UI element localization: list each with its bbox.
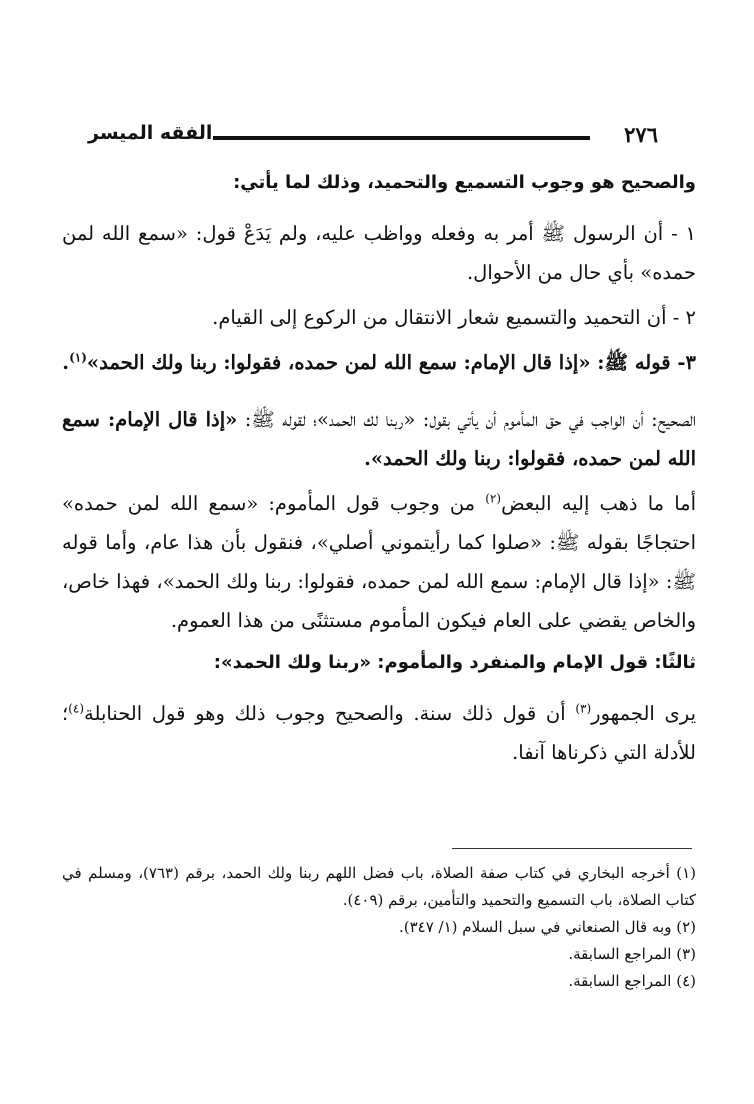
paragraph-text: أما ما ذهب إليه البعض — [501, 492, 696, 515]
page-header — [88, 118, 658, 158]
footnote-ref: (٣) — [575, 701, 592, 716]
paragraph — [62, 694, 696, 772]
page-number: ٢٧٦ — [624, 122, 658, 147]
section-heading: ثالثًا: قول الإمام والمنفرد والمأموم: «ربنا ولك الحمد»: — [213, 652, 696, 673]
paragraph — [62, 484, 696, 640]
footnote-ref: (٤) — [68, 701, 85, 716]
paragraph-text: ؛ للأدلة التي ذكرناها آنفا. — [62, 702, 696, 764]
paragraph — [62, 400, 696, 478]
paragraph-text: يرى الجمهور — [591, 702, 696, 725]
book-title: الفقه الميسر — [88, 122, 213, 144]
list-item: ١ - أن الرسول ﷺ أمر به وفعله وواظب عليه، ولم يَدَعْ قول: «سمع الله لمن حمده» بأي حال من الأحوال. — [62, 222, 696, 284]
footnote: (٣) المراجع السابقة. — [568, 945, 696, 963]
footnote: (٢) وبه قال الصنعاني في سبل السلام (١/ ٣٤٧). — [398, 918, 696, 936]
footnote-ref: (٢) — [485, 491, 502, 506]
header-rule — [213, 136, 590, 140]
paragraph-text: الصحيح: أن الواجب في حق المأموم أن يأتي بقول: «ربنا لك الحمد»؛ لقوله ﷺ: — [237, 408, 696, 431]
list-item: ٢ - أن التحميد والتسميع شعار الانتقال من الركوع إلى القيام. — [212, 306, 696, 329]
list-item: ٣- قوله ﷺ: «إذا قال الإمام: سمع الله لمن حمده، فقولوا: ربنا ولك الحمد»$^{(١)}$. — [62, 350, 696, 374]
footnote: (٤) المراجع السابقة. — [568, 972, 696, 990]
hadith-quote: ٣- قوله ﷺ: «إذا قال الإمام: سمع الله لمن حمده، فقولوا: ربنا ولك الحمد» — [86, 351, 696, 374]
paragraph-text: من وجوب قول المأموم: «سمع الله لمن حمده» احتجاجًا بقوله ﷺ: «صلوا كما رأيتموني أصلي»، فنقول بأن هذا عام، وأما قوله ﷺ: «إذا قال الإمام: سمع الله لمن حمده، فقولوا: ربنا ولك الحمد»، فهذا خاص، والخاص يقضي على العام فيكون المأموم مستثنًى من هذا العموم. — [62, 492, 696, 632]
hadith-quote: «إذا قال الإمام: سمع الله لمن حمده، فقولوا: ربنا ولك الحمد». — [62, 408, 696, 470]
section-heading: والصحيح هو وجوب التسميع والتحميد، وذلك لما يأتي: — [233, 172, 696, 193]
footnote: (١) أخرجه البخاري في كتاب صفة الصلاة، باب فضل اللهم ربنا ولك الحمد، برقم (٧٦٣)، ومسلم في كتاب الصلاة، باب التسميع والتحميد والتأمين، برقم (٤٠٩). — [62, 864, 697, 909]
main-text — [62, 166, 696, 778]
footnotes — [62, 860, 696, 995]
footnote-ref: (١) — [69, 350, 87, 365]
paragraph-text: أن قول ذلك سنة. والصحيح وجوب ذلك وهو قول الحنابلة — [84, 702, 576, 725]
footnote-divider — [452, 848, 692, 849]
